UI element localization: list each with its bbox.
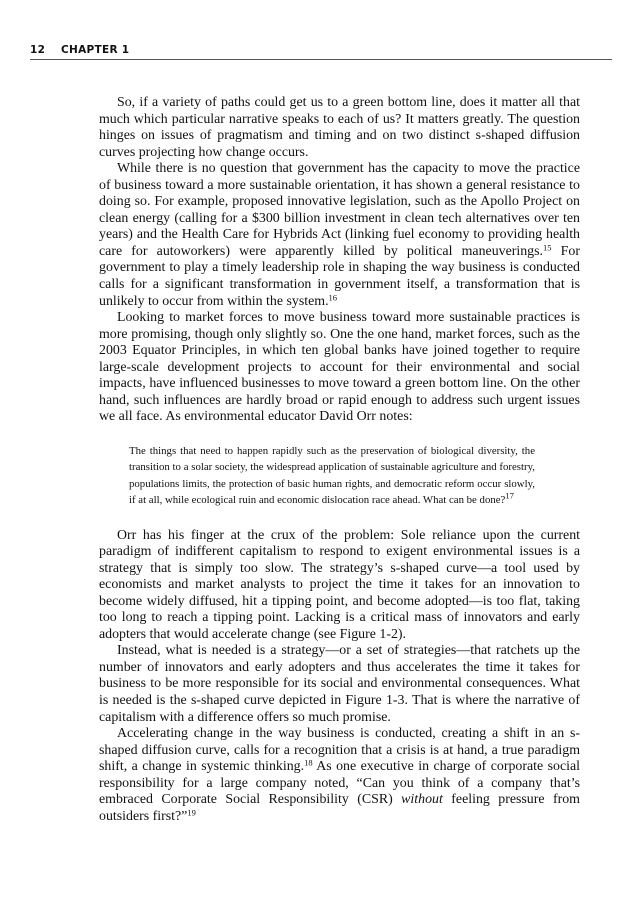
paragraph: So, if a variety of paths could get us to a green bottom line, does it matter all that much which particular narrative speaks to each of us? It matters greatly. The question hinges on issues of pragmatism and timing and on two distinct s-shaped diffusion curves projecting how change occurs. — [99, 95, 580, 160]
paragraph — [99, 726, 580, 825]
paragraph-text: Accelerating change in the way business is conducted, creating a shift in an s-shaped diffusion curve, calls for a recognition that a crisis is at hand, a true paradigm shift, a change in systemic thinking. — [99, 726, 580, 775]
footnote-ref: 18 — [304, 757, 313, 768]
paragraph-text: feeling pressure from outsiders first?” — [99, 792, 580, 824]
paragraph-text: While there is no question that government has the capacity to move the practice of business toward a more sustainable orientation, it has shown a general resistance to doing so. For example, proposed innovative legislation, such as the Apollo Project on clean energy (calling for a $300 billion investment in clean tech alternatives over ten years) and the Health Care for Hybrids Act (linking fuel economy to providing health care for autoworkers) were apparently killed by political maneuverings. — [99, 161, 580, 259]
chapter-label: CHAPTER 1 — [61, 44, 130, 56]
footnote-ref: 16 — [328, 292, 338, 303]
quote-text: The things that need to happen rapidly such as the preservation of biological diversity, the transition to a solar society, the widespread application of sustainable agriculture and forestry, populations limits, the protection of basic human rights, and democratic reform occur slowly, if at all, while ecological ruin and economic dislocation race ahead. What can be done? — [129, 444, 535, 507]
paragraph-text: As one executive in charge of corporate social responsibility for a large company noted, “Can you think of a company that’s embraced Corporate Social Responsibility (CSR) — [99, 759, 580, 808]
paragraph: Orr has his finger at the crux of the problem: Sole reliance upon the current paradigm of indifferent capitalism to respond to exigent environmental issues is a strategy that is simply too slow. The strategy’s s-shaped curve—a tool used by economists and market analysts to project the time it takes for an innovation to become widely diffused, hit a tipping point, and become adopted—is too flat, taking too long to reach a tipping point. Lacking is a critical mass of innovators and early adopters that would accelerate change (see Figure 1-2). — [99, 527, 580, 642]
paragraph — [99, 161, 580, 310]
emphasis-text: without — [401, 792, 443, 808]
paragraph: Instead, what is needed is a strategy—or a set of strategies—that ratchets up the number of innovators and early adopters and thus accelerates the time it takes for business to be more responsible for its social and environmental consequences. What is needed is the s-shaped curve depicted in Figure 1-3. That is where the narrative of capitalism with a difference offers so much promise. — [99, 643, 580, 725]
footnote-ref: 19 — [187, 807, 196, 818]
header-rule — [30, 59, 612, 60]
block-quote — [129, 443, 535, 509]
footnote-ref: 15 — [543, 242, 552, 253]
footnote-ref: 17 — [505, 490, 514, 501]
page-number: 12 — [30, 44, 46, 56]
paragraph: Looking to market forces to move business toward more sustainable practices is more promising, though only slightly so. One the one hand, market forces, such as the 2003 Equator Principles, in which ten global banks have joined together to require large-scale development projects to account for their environmental and social impacts, have influenced businesses to move toward a green bottom line. On the other hand, such influences are hardly broad or rapid enough to address such urgent issues we all face. As environmental educator David Orr notes: — [99, 310, 580, 425]
paragraph-text: For government to play a timely leadership role in shaping the way business is conducted calls for a significant transformation in government itself, a transformation that is unlikely to occur from within the system. — [99, 243, 580, 309]
quote-paragraph — [129, 443, 535, 509]
body-text — [99, 95, 580, 825]
